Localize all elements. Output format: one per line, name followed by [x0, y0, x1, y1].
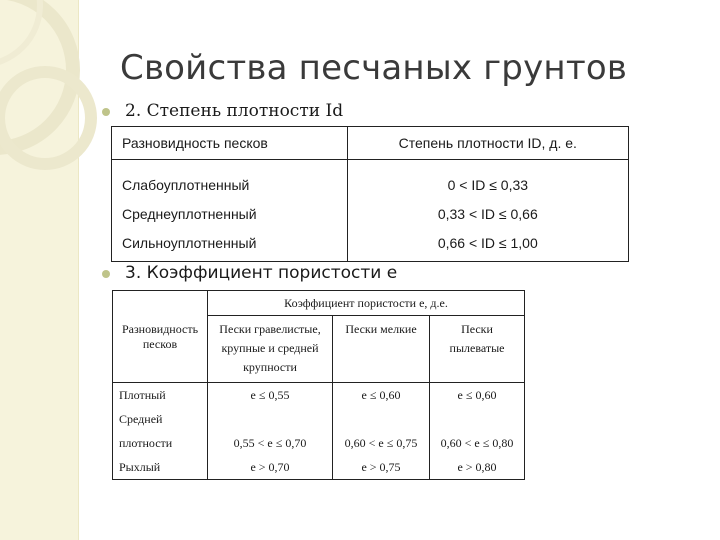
column-header: Пески пылеватые	[430, 316, 525, 383]
table-cell	[333, 407, 430, 431]
table-cell	[430, 407, 525, 431]
table-cell: плотности	[113, 431, 208, 455]
group-header: Коэффициент пористости e, д.е.	[208, 291, 525, 316]
table-row	[112, 160, 629, 200]
table-cell: Средней	[113, 407, 208, 431]
table-cell: e > 0,80	[430, 455, 525, 480]
table-cell: e ≤ 0,60	[333, 383, 430, 408]
table-cell: 0 < ID ≤ 0,33	[347, 160, 628, 200]
table-row	[113, 455, 525, 480]
table-cell	[208, 407, 333, 431]
porosity-table	[112, 290, 525, 480]
table-cell: 0,33 < ID ≤ 0,66	[347, 199, 628, 228]
table-cell: 0,55 < e ≤ 0,70	[208, 431, 333, 455]
column-header: Пески гравелистые, крупные и средней крупности	[208, 316, 333, 383]
table-cell: e ≤ 0,55	[208, 383, 333, 408]
table-cell: 0,60 < e ≤ 0,75	[333, 431, 430, 455]
column-header: Степень плотности ID, д. е.	[347, 127, 628, 160]
table-cell: e ≤ 0,60	[430, 383, 525, 408]
table-row	[112, 199, 629, 228]
column-header: Пески мелкие	[333, 316, 430, 383]
bullet-text: 3. Коэффициент пористости e	[125, 263, 398, 283]
table-cell: Сильноуплотненный	[112, 228, 348, 262]
table-row	[112, 228, 629, 262]
density-table	[111, 126, 629, 262]
table-cell: e > 0,75	[333, 455, 430, 480]
bullet-dot-icon	[102, 270, 110, 278]
table-cell: e > 0,70	[208, 455, 333, 480]
bullet-porosity	[102, 263, 397, 283]
bullet-density	[102, 101, 343, 121]
table-row	[113, 431, 525, 455]
bullet-text: 2. Степень плотности Id	[125, 101, 344, 121]
table-cell: Плотный	[113, 383, 208, 408]
table-cell: Среднеуплотненный	[112, 199, 348, 228]
slide-title: Свойства песчаных грунтов	[120, 48, 628, 88]
kind-header: Разновидность песков	[113, 291, 208, 383]
bullet-dot-icon	[102, 108, 110, 116]
table-cell: 0,60 < e ≤ 0,80	[430, 431, 525, 455]
table-row	[113, 407, 525, 431]
table-row	[113, 383, 525, 408]
table-cell: Слабоуплотненный	[112, 160, 348, 200]
table-cell: 0,66 < ID ≤ 1,00	[347, 228, 628, 262]
column-header: Разновидность песков	[112, 127, 348, 160]
table-cell: Рыхлый	[113, 455, 208, 480]
